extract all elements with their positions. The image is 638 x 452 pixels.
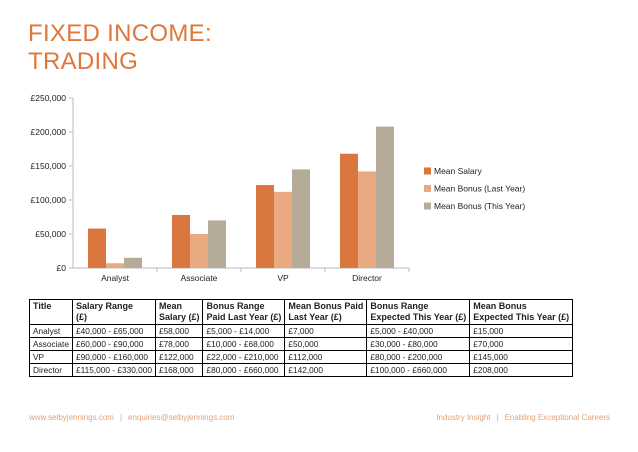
- x-tick-label: Associate: [180, 273, 218, 283]
- table-cell: £10,000 - £68,000: [203, 338, 285, 351]
- table-cell: £70,000: [470, 338, 573, 351]
- table-cell: £112,000: [285, 351, 367, 364]
- table-cell: £115,000 - £330,000: [72, 364, 155, 377]
- table-cell: £122,000: [155, 351, 203, 364]
- table-cell: £60,000 - £90,000: [72, 338, 155, 351]
- table-header-line: Paid Last Year (£): [206, 312, 282, 322]
- table-cell: £22,000 - £210,000: [203, 351, 285, 364]
- bar-mean-bonus-this-year-director: [376, 127, 394, 268]
- table-cell: £58,000: [155, 325, 203, 338]
- bar-mean-salary-vp: [256, 185, 274, 268]
- table-cell: £40,000 - £65,000: [72, 325, 155, 338]
- table-cell: £30,000 - £80,000: [367, 338, 470, 351]
- footer-contact: [29, 413, 234, 422]
- bar-mean-bonus-last-year-analyst: [106, 263, 124, 268]
- table-header-line: Mean Bonus Paid: [288, 301, 364, 311]
- page-title-line-1: FIXED INCOME:: [28, 20, 212, 47]
- legend-label: Mean Salary: [434, 166, 482, 176]
- table-header-line: Mean: [158, 301, 182, 311]
- table-header-cell: [470, 300, 573, 325]
- table-row: [30, 364, 573, 377]
- table-cell: £80,000 - £200,000: [367, 351, 470, 364]
- table-header-cell: [203, 300, 285, 325]
- table-header-line: Mean Bonus: [473, 301, 527, 311]
- table-cell: £168,000: [155, 364, 203, 377]
- table-cell: £5,000 - £40,000: [367, 325, 470, 338]
- bar-mean-salary-analyst: [88, 229, 106, 268]
- table-header-line: (£): [75, 312, 87, 322]
- bar-mean-bonus-this-year-analyst: [124, 258, 142, 268]
- table-cell: £15,000: [470, 325, 573, 338]
- table-header-line: Expected This Year (£): [370, 312, 467, 322]
- table-cell: £142,000: [285, 364, 367, 377]
- table-header-row: [30, 300, 573, 325]
- table-body: [30, 325, 573, 377]
- y-tick-label: £250,000: [30, 93, 66, 103]
- table-header-line: [33, 312, 69, 323]
- compensation-table: [29, 299, 573, 377]
- table-cell: £7,000: [285, 325, 367, 338]
- table-header-line: Last Year (£): [288, 312, 342, 322]
- table-header-line: Salary Range: [75, 301, 134, 311]
- bar-mean-bonus-last-year-vp: [274, 192, 292, 268]
- footer-tagline: Enabling Exceptional Careers: [504, 413, 610, 422]
- table-header-line: Bonus Range: [370, 301, 429, 311]
- table-cell: £78,000: [155, 338, 203, 351]
- x-tick-label: Director: [352, 273, 382, 283]
- y-tick-label: £50,000: [35, 229, 66, 239]
- table-header-cell: [155, 300, 203, 325]
- x-tick-label: VP: [277, 273, 289, 283]
- legend-label: Mean Bonus (This Year): [434, 201, 526, 211]
- bar-mean-salary-director: [340, 154, 358, 268]
- table-cell: £90,000 - £160,000: [72, 351, 155, 364]
- y-tick-label: £0: [56, 263, 66, 273]
- table-cell: £5,000 - £14,000: [203, 325, 285, 338]
- table-header-cell: [30, 300, 73, 325]
- footer-branding: [436, 413, 610, 422]
- legend-label: Mean Bonus (Last Year): [434, 183, 526, 194]
- table-header-line: Title: [33, 301, 52, 311]
- table-cell: £50,000: [285, 338, 367, 351]
- bar-mean-bonus-this-year-associate: [208, 220, 226, 268]
- bar-mean-bonus-last-year-associate: [190, 234, 208, 268]
- table-row: [30, 338, 573, 351]
- table-cell: £145,000: [470, 351, 573, 364]
- table-header-cell: [285, 300, 367, 325]
- footer-divider-2: |: [496, 413, 499, 422]
- y-tick-label: £200,000: [30, 127, 66, 137]
- table-cell: £208,000: [470, 364, 573, 377]
- table-cell: Analyst: [30, 325, 73, 338]
- table-row: [30, 351, 573, 364]
- table-row: [30, 325, 573, 338]
- page-title-line-2: TRADING: [28, 48, 139, 75]
- legend-swatch: [424, 185, 431, 192]
- table-cell: £100,000 - £660,000: [367, 364, 470, 377]
- table-header-cell: [367, 300, 470, 325]
- table-cell: Associate: [30, 338, 73, 351]
- table-header-line: Expected This Year (£): [473, 312, 570, 322]
- table-cell: Director: [30, 364, 73, 377]
- table-header-line: Salary (£): [158, 312, 200, 322]
- table-header-cell: [72, 300, 155, 325]
- footer-insight: Industry Insight: [436, 413, 491, 422]
- footer-website-link[interactable]: www.selbyjennings.com: [29, 413, 114, 422]
- footer-divider: |: [119, 413, 123, 422]
- table-header-line: Bonus Range: [206, 301, 265, 311]
- bar-mean-bonus-this-year-vp: [292, 169, 310, 268]
- bar-mean-salary-associate: [172, 215, 190, 268]
- footer-email-link[interactable]: enquiries@selbyjennings.com: [128, 413, 235, 422]
- y-tick-label: £150,000: [30, 161, 66, 171]
- legend-swatch: [424, 203, 431, 210]
- table-cell: £80,000 - £660,000: [203, 364, 285, 377]
- table-cell: VP: [30, 351, 73, 364]
- x-tick-label: Analyst: [101, 273, 129, 283]
- y-tick-label: £100,000: [30, 195, 66, 205]
- legend-swatch: [424, 168, 431, 175]
- bar-mean-bonus-last-year-director: [358, 171, 376, 268]
